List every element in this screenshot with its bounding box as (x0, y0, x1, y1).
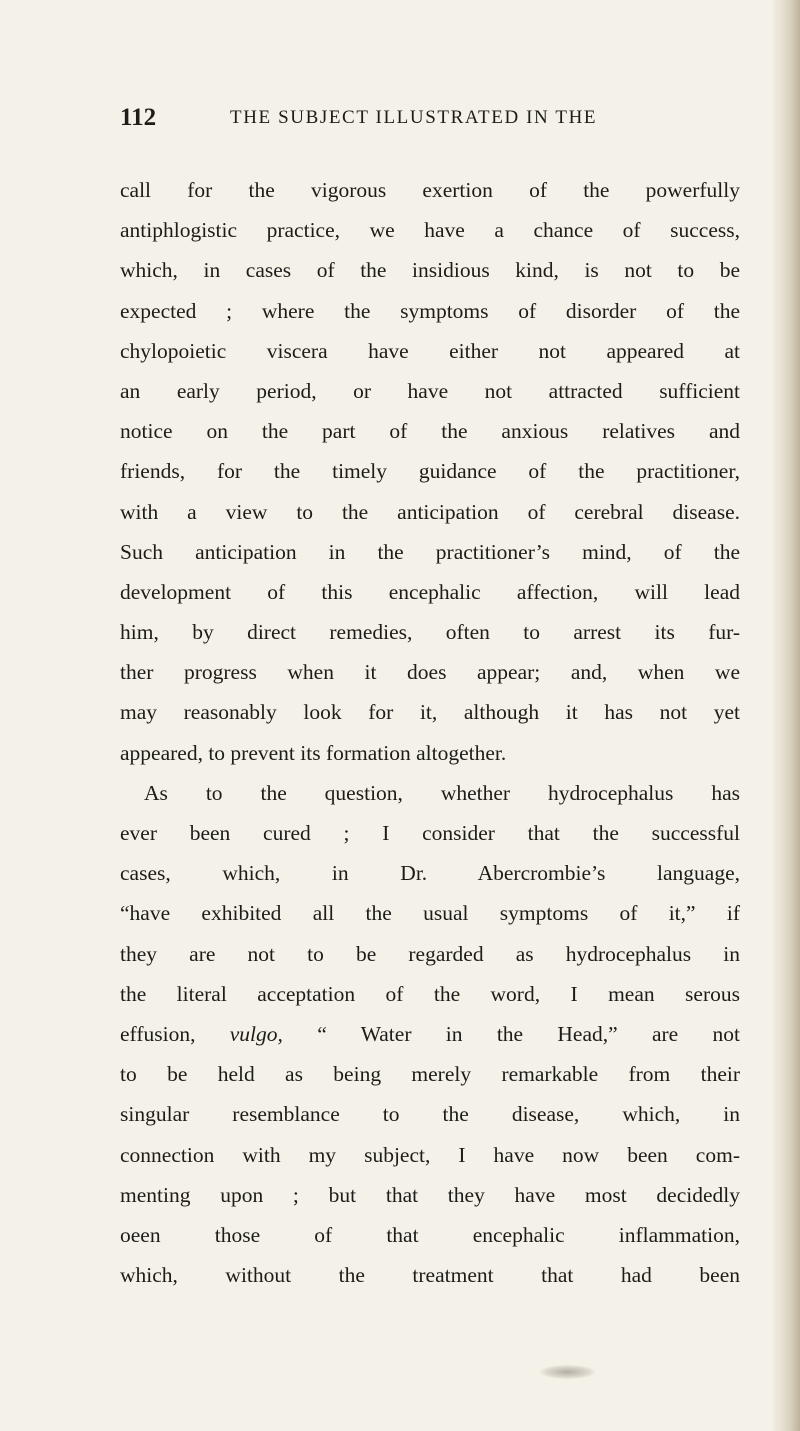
text-line: expected ; where the symptoms of disorder of the (120, 298, 740, 323)
text-line: Such anticipation in the practitioner’s mind, of the (120, 539, 740, 564)
page-edge (778, 0, 800, 1431)
page-header (120, 104, 680, 140)
italic-term: vulgo, (229, 1021, 283, 1046)
text-fragment: “ Water in the Head,” are not (317, 1021, 741, 1046)
paragraph-start-line: As to the question, whether hydrocephalus has (144, 780, 740, 805)
ink-smudge (540, 1365, 595, 1379)
text-line: cases, which, in Dr. Abercrombie’s language, (120, 861, 740, 886)
running-head: THE SUBJECT ILLUSTRATED IN THE (230, 107, 598, 128)
text-line: menting upon ; but that they have most decidedly (120, 1182, 740, 1207)
text-line: to be held as being merely remarkable from their (120, 1062, 740, 1087)
text-line: they are not to be regarded as hydrocephalus in (120, 941, 740, 966)
page-number: 112 (120, 104, 157, 131)
text-line-mixed (120, 1014, 740, 1054)
text-line: ever been cured ; I consider that the successful (120, 821, 740, 845)
text-line: may reasonably look for it, although it has not yet (120, 700, 740, 725)
text-line: which, in cases of the insidious kind, is not to be (120, 258, 740, 283)
text-line: ther progress when it does appear; and, when we (120, 660, 740, 685)
text-line: “have exhibited all the usual symptoms of it,” if (120, 901, 740, 926)
text-line: singular resemblance to the disease, which, in (120, 1102, 740, 1127)
text-line: oeen those of that encephalic inflammation, (120, 1222, 740, 1247)
body-text (120, 170, 740, 1295)
text-line: which, without the treatment that had been (120, 1263, 740, 1288)
text-line: appeared, to prevent its formation altogether. (120, 740, 507, 765)
text-line: development of this encephalic affection, will lead (120, 579, 740, 604)
text-line: him, by direct remedies, often to arrest its fur- (120, 620, 740, 645)
text-line: with a view to the anticipation of cerebral disease. (120, 499, 740, 524)
text-line: connection with my subject, I have now been com- (120, 1142, 740, 1167)
text-fragment: effusion, (120, 1021, 196, 1046)
text-line: the literal acceptation of the word, I mean serous (120, 981, 740, 1006)
text-line: notice on the part of the anxious relatives and (120, 419, 740, 444)
text-line: antiphlogistic practice, we have a chance of success, (120, 218, 740, 243)
text-line: an early period, or have not attracted sufficient (120, 378, 740, 403)
text-line: chylopoietic viscera have either not appeared at (120, 338, 740, 363)
text-line: call for the vigorous exertion of the powerfully (120, 178, 740, 202)
text-line: friends, for the timely guidance of the practitioner, (120, 459, 740, 484)
